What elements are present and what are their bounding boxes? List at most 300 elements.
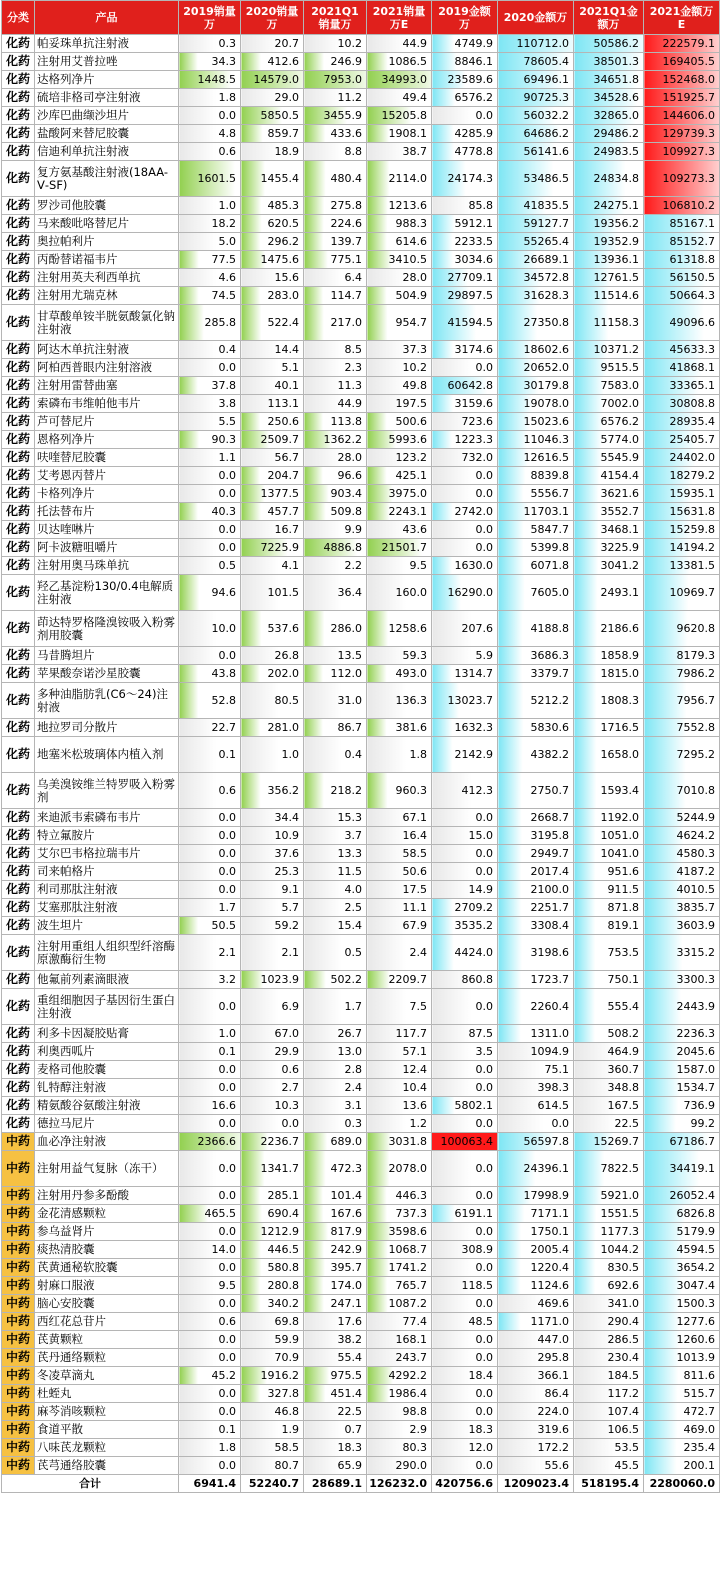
2021q1-amount-cell: 24834.8 [574,161,644,197]
2020-sales-cell: 10.9 [241,827,304,845]
2021q1-sales-cell: 13.3 [304,845,367,863]
product-cell: 芪丹通络颗粒 [35,1349,179,1367]
2019-amount-cell: 0.0 [432,539,498,557]
2021q1-sales-cell: 8.8 [304,143,367,161]
2020-amount-cell: 18602.6 [498,341,574,359]
table-row [2,1097,720,1115]
2021q1-sales-cell: 114.7 [304,287,367,305]
drug-data-table [1,0,720,1493]
table-row [2,143,720,161]
2021q1-amount-cell: 4154.4 [574,467,644,485]
2021q1-sales-cell: 9.9 [304,521,367,539]
2021q1-amount-cell: 1716.5 [574,719,644,737]
product-cell: 注射用艾普拉唑 [35,53,179,71]
2021q1-amount-cell: 1808.3 [574,683,644,719]
2019-sales-cell: 0.0 [179,485,241,503]
2021q1-sales-cell: 167.6 [304,1205,367,1223]
2020-amount-cell: 90725.3 [498,89,574,107]
2020-amount-cell: 20652.0 [498,359,574,377]
2021q1-amount-cell: 911.5 [574,881,644,899]
product-cell: 茚达特罗格隆溴铵吸入粉雾剂用胶囊 [35,611,179,647]
table-row [2,827,720,845]
2021e-amount-cell: 9620.8 [644,611,720,647]
2021e-amount-cell: 56150.5 [644,269,720,287]
2019-sales-cell: 0.6 [179,773,241,809]
2021e-sales-cell: 7.5 [367,989,432,1025]
2019-sales-cell: 1601.5 [179,161,241,197]
2021e-amount-cell: 3315.2 [644,935,720,971]
2021e-sales-cell: 10.2 [367,359,432,377]
2020-amount-cell: 56032.2 [498,107,574,125]
product-cell: 特立氟胺片 [35,827,179,845]
table-row [2,467,720,485]
2019-amount-cell: 0.0 [432,1403,498,1421]
2021q1-sales-cell: 3455.9 [304,107,367,125]
category-cell: 中药 [2,1313,35,1331]
2020-sales-cell: 59.9 [241,1331,304,1349]
product-cell: 艾塞那肽注射液 [35,899,179,917]
table-row [2,809,720,827]
table-row [2,359,720,377]
2021e-sales-cell: 80.3 [367,1439,432,1457]
product-cell: 沙库巴曲缬沙坦片 [35,107,179,125]
2019-sales-cell: 1.7 [179,899,241,917]
2020-amount-cell: 1094.9 [498,1043,574,1061]
2020-amount-cell: 7171.1 [498,1205,574,1223]
table-row [2,1403,720,1421]
2021e-amount-cell: 151925.7 [644,89,720,107]
2021e-amount-cell: 4594.5 [644,1241,720,1259]
2020-sales-cell: 340.2 [241,1295,304,1313]
category-cell: 化药 [2,899,35,917]
category-cell: 化药 [2,647,35,665]
2019-sales-cell: 0.0 [179,1457,241,1475]
2020-amount-cell: 11703.1 [498,503,574,521]
2019-sales-cell: 0.0 [179,1349,241,1367]
table-row [2,413,720,431]
2021q1-amount-cell: 1192.0 [574,809,644,827]
2020-amount-cell: 30179.8 [498,377,574,395]
2021q1-amount-cell: 53.5 [574,1439,644,1457]
category-cell: 化药 [2,503,35,521]
2019-amount-cell: 0.0 [432,989,498,1025]
category-cell: 中药 [2,1151,35,1187]
2019-sales-cell: 0.0 [179,827,241,845]
2019-amount-cell: 0.0 [432,1457,498,1475]
product-cell: 地拉罗司分散片 [35,719,179,737]
2021e-sales-cell: 1068.7 [367,1241,432,1259]
2021q1-sales-cell: 0.7 [304,1421,367,1439]
2021q1-amount-cell: 12761.5 [574,269,644,287]
2020-sales-cell: 485.3 [241,197,304,215]
2021e-sales-cell: 988.3 [367,215,432,233]
2019-amount-cell: 87.5 [432,1025,498,1043]
table-row [2,449,720,467]
table-row [2,35,720,53]
2021e-amount-cell: 25405.7 [644,431,720,449]
2021e-amount-cell: 152468.0 [644,71,720,89]
2020-sales-cell: 59.2 [241,917,304,935]
2020-sales-cell: 2236.7 [241,1133,304,1151]
2019-sales-cell: 0.0 [179,647,241,665]
2021e-amount-cell: 7986.2 [644,665,720,683]
2020-sales-cell: 14579.0 [241,71,304,89]
table-row [2,485,720,503]
2020-sales-cell: 6.9 [241,989,304,1025]
product-cell: 注射用雷替曲塞 [35,377,179,395]
2019-sales-cell: 0.0 [179,1295,241,1313]
2019-sales-cell: 0.1 [179,737,241,773]
2021e-amount-cell: 24402.0 [644,449,720,467]
2021e-amount-cell: 4580.3 [644,845,720,863]
2021e-amount-cell: 7552.8 [644,719,720,737]
2019-amount-cell: 3034.6 [432,251,498,269]
2019-amount-cell: 0.0 [432,467,498,485]
category-cell: 中药 [2,1457,35,1475]
2020-amount-cell: 5556.7 [498,485,574,503]
2021q1-sales-cell: 2.3 [304,359,367,377]
2021q1-sales-cell: 96.6 [304,467,367,485]
2021q1-amount-cell: 9515.5 [574,359,644,377]
table-row [2,575,720,611]
total-2019-sales-cell: 6941.4 [179,1475,241,1493]
2020-sales-cell: 14.4 [241,341,304,359]
2021q1-sales-cell: 15.4 [304,917,367,935]
2019-amount-cell: 0.0 [432,1295,498,1313]
2021q1-sales-cell: 0.5 [304,935,367,971]
2020-sales-cell: 412.6 [241,53,304,71]
product-cell: 硫培非格司亭注射液 [35,89,179,107]
2019-amount-cell: 18.3 [432,1421,498,1439]
2021q1-sales-cell: 31.0 [304,683,367,719]
2021e-amount-cell: 472.7 [644,1403,720,1421]
2020-amount-cell: 2005.4 [498,1241,574,1259]
2021q1-amount-cell: 29486.2 [574,125,644,143]
table-row [2,107,720,125]
2021e-amount-cell: 1500.3 [644,1295,720,1313]
table-row [2,863,720,881]
2021e-amount-cell: 15259.8 [644,521,720,539]
2019-sales-cell: 18.2 [179,215,241,233]
2019-amount-cell: 4749.9 [432,35,498,53]
product-cell: 芪黄通秘软胶囊 [35,1259,179,1277]
2021q1-amount-cell: 3041.2 [574,557,644,575]
header-row [2,1,720,35]
category-cell: 中药 [2,1367,35,1385]
2020-amount-cell: 56597.8 [498,1133,574,1151]
2020-amount-cell: 447.0 [498,1331,574,1349]
category-cell: 化药 [2,431,35,449]
2021e-amount-cell: 3835.7 [644,899,720,917]
2020-sales-cell: 1023.9 [241,971,304,989]
2021q1-sales-cell: 4886.8 [304,539,367,557]
2019-sales-cell: 0.0 [179,1079,241,1097]
2020-amount-cell: 5212.2 [498,683,574,719]
2021e-sales-cell: 500.6 [367,413,432,431]
2021e-amount-cell: 7295.2 [644,737,720,773]
2021e-sales-cell: 2.9 [367,1421,432,1439]
2021q1-amount-cell: 184.5 [574,1367,644,1385]
product-cell: 利奥西呱片 [35,1043,179,1061]
header-category: 分类 [2,1,35,35]
2021q1-amount-cell: 15269.7 [574,1133,644,1151]
2021q1-amount-cell: 22.5 [574,1115,644,1133]
2021q1-amount-cell: 34651.8 [574,71,644,89]
2020-amount-cell: 319.6 [498,1421,574,1439]
2021e-sales-cell: 9.5 [367,557,432,575]
category-cell: 化药 [2,467,35,485]
2021q1-sales-cell: 6.4 [304,269,367,287]
2021e-amount-cell: 85167.1 [644,215,720,233]
2021e-sales-cell: 960.3 [367,773,432,809]
2021q1-amount-cell: 951.6 [574,863,644,881]
2021q1-sales-cell: 112.0 [304,665,367,683]
2019-amount-cell: 207.6 [432,611,498,647]
2021e-amount-cell: 109927.3 [644,143,720,161]
table-row [2,1421,720,1439]
2021q1-sales-cell: 775.1 [304,251,367,269]
2020-sales-cell: 0.0 [241,1115,304,1133]
product-cell: 来迪派韦索磷布韦片 [35,809,179,827]
category-cell: 化药 [2,449,35,467]
2019-sales-cell: 94.6 [179,575,241,611]
2020-amount-cell: 4382.2 [498,737,574,773]
2020-sales-cell: 250.6 [241,413,304,431]
product-cell: 注射用益气复脉（冻干） [35,1151,179,1187]
2019-amount-cell: 0.0 [432,1151,498,1187]
2021e-sales-cell: 2243.1 [367,503,432,521]
2020-sales-cell: 446.5 [241,1241,304,1259]
2021q1-sales-cell: 817.9 [304,1223,367,1241]
2021q1-amount-cell: 819.1 [574,917,644,935]
2021q1-amount-cell: 45.5 [574,1457,644,1475]
product-cell: 精氨酸谷氨酸注射液 [35,1097,179,1115]
2019-sales-cell: 0.0 [179,467,241,485]
2019-amount-cell: 18.4 [432,1367,498,1385]
2019-amount-cell: 0.0 [432,1349,498,1367]
2021q1-amount-cell: 1815.0 [574,665,644,683]
category-cell: 化药 [2,1079,35,1097]
2019-sales-cell: 1.1 [179,449,241,467]
2021q1-amount-cell: 2186.6 [574,611,644,647]
2020-amount-cell: 8839.8 [498,467,574,485]
table-row [2,1295,720,1313]
table-row [2,1349,720,1367]
category-cell: 中药 [2,1187,35,1205]
2020-amount-cell: 2260.4 [498,989,574,1025]
2021q1-sales-cell: 451.4 [304,1385,367,1403]
table-row [2,125,720,143]
product-cell: 艾尔巴韦格拉瑞韦片 [35,845,179,863]
2020-amount-cell: 86.4 [498,1385,574,1403]
product-cell: 麻芩消咳颗粒 [35,1403,179,1421]
2021e-amount-cell: 2236.3 [644,1025,720,1043]
2020-amount-cell: 17998.9 [498,1187,574,1205]
2020-sales-cell: 1212.9 [241,1223,304,1241]
2021q1-sales-cell: 395.7 [304,1259,367,1277]
table-row [2,1259,720,1277]
2019-sales-cell: 4.6 [179,269,241,287]
2020-sales-cell: 15.6 [241,269,304,287]
product-cell: 马来酸吡咯替尼片 [35,215,179,233]
2019-amount-cell: 24174.3 [432,161,498,197]
2021q1-amount-cell: 1858.9 [574,647,644,665]
2021q1-sales-cell: 275.8 [304,197,367,215]
2020-amount-cell: 5847.7 [498,521,574,539]
2019-sales-cell: 0.0 [179,1385,241,1403]
2021q1-amount-cell: 230.4 [574,1349,644,1367]
2021q1-amount-cell: 3621.6 [574,485,644,503]
table-row [2,1241,720,1259]
2019-sales-cell: 34.3 [179,53,241,71]
2019-sales-cell: 50.5 [179,917,241,935]
2021e-amount-cell: 200.1 [644,1457,720,1475]
2019-sales-cell: 0.0 [179,107,241,125]
2021q1-sales-cell: 36.4 [304,575,367,611]
2021q1-sales-cell: 55.4 [304,1349,367,1367]
2019-sales-cell: 0.0 [179,1187,241,1205]
2021e-sales-cell: 3410.5 [367,251,432,269]
2019-sales-cell: 0.0 [179,1403,241,1421]
table-row [2,395,720,413]
category-cell: 中药 [2,1259,35,1277]
2020-amount-cell: 5830.6 [498,719,574,737]
2021e-sales-cell: 77.4 [367,1313,432,1331]
2019-sales-cell: 0.1 [179,1421,241,1439]
2021e-amount-cell: 99.2 [644,1115,720,1133]
table-row [2,1025,720,1043]
2019-sales-cell: 1.8 [179,89,241,107]
2020-amount-cell: 53486.5 [498,161,574,197]
product-cell: 信迪利单抗注射液 [35,143,179,161]
2021e-sales-cell: 50.6 [367,863,432,881]
2021q1-amount-cell: 2493.1 [574,575,644,611]
2019-amount-cell: 0.0 [432,1331,498,1349]
category-cell: 中药 [2,1403,35,1421]
2019-amount-cell: 29897.5 [432,287,498,305]
2021e-sales-cell: 425.1 [367,467,432,485]
2021q1-sales-cell: 65.9 [304,1457,367,1475]
2019-amount-cell: 3159.6 [432,395,498,413]
2021q1-amount-cell: 117.2 [574,1385,644,1403]
2020-sales-cell: 80.5 [241,683,304,719]
category-cell: 化药 [2,35,35,53]
product-cell: 射麻口服液 [35,1277,179,1295]
2021q1-sales-cell: 13.5 [304,647,367,665]
2020-sales-cell: 537.6 [241,611,304,647]
2019-sales-cell: 2.1 [179,935,241,971]
product-cell: 托法替布片 [35,503,179,521]
2021e-amount-cell: 5244.9 [644,809,720,827]
2021q1-amount-cell: 50586.2 [574,35,644,53]
2020-sales-cell: 1475.6 [241,251,304,269]
2019-sales-cell: 0.0 [179,881,241,899]
table-row [2,89,720,107]
2019-sales-cell: 77.5 [179,251,241,269]
2021e-amount-cell: 109273.3 [644,161,720,197]
header-2019-sales-volume: 2019销量万 [179,1,241,35]
2021e-amount-cell: 2443.9 [644,989,720,1025]
table-row [2,251,720,269]
table-row [2,71,720,89]
2021q1-amount-cell: 830.5 [574,1259,644,1277]
2021e-sales-cell: 21501.7 [367,539,432,557]
2020-amount-cell: 56141.6 [498,143,574,161]
total-2021q1-sales-cell: 28689.1 [304,1475,367,1493]
2021q1-sales-cell: 38.2 [304,1331,367,1349]
2021e-amount-cell: 235.4 [644,1439,720,1457]
2019-amount-cell: 5912.1 [432,215,498,233]
2021q1-sales-cell: 286.0 [304,611,367,647]
product-cell: 注射用丹参多酚酸 [35,1187,179,1205]
2021q1-amount-cell: 348.8 [574,1079,644,1097]
2020-amount-cell: 3686.3 [498,647,574,665]
category-cell: 中药 [2,1349,35,1367]
header-2020-amount: 2020金额万 [498,1,574,35]
category-cell: 中药 [2,1385,35,1403]
2019-sales-cell: 1448.5 [179,71,241,89]
category-cell: 化药 [2,359,35,377]
2021e-amount-cell: 469.0 [644,1421,720,1439]
2020-sales-cell: 58.5 [241,1439,304,1457]
2020-sales-cell: 580.8 [241,1259,304,1277]
2021q1-sales-cell: 17.6 [304,1313,367,1331]
2021e-sales-cell: 243.7 [367,1349,432,1367]
2021q1-amount-cell: 6576.2 [574,413,644,431]
2021q1-amount-cell: 286.5 [574,1331,644,1349]
2019-sales-cell: 3.8 [179,395,241,413]
2020-sales-cell: 113.1 [241,395,304,413]
2020-sales-cell: 2509.7 [241,431,304,449]
2019-sales-cell: 0.0 [179,845,241,863]
2021q1-sales-cell: 242.9 [304,1241,367,1259]
2021e-amount-cell: 106810.2 [644,197,720,215]
2021e-amount-cell: 1013.9 [644,1349,720,1367]
table-row [2,899,720,917]
2021e-amount-cell: 49096.6 [644,305,720,341]
2019-amount-cell: 860.8 [432,971,498,989]
2020-amount-cell: 41835.5 [498,197,574,215]
total-row [2,1475,720,1493]
2019-amount-cell: 4778.8 [432,143,498,161]
category-cell: 化药 [2,485,35,503]
2019-amount-cell: 412.3 [432,773,498,809]
2021e-sales-cell: 197.5 [367,395,432,413]
2019-amount-cell: 6576.2 [432,89,498,107]
table-row [2,1385,720,1403]
table-row [2,719,720,737]
2021q1-amount-cell: 13936.1 [574,251,644,269]
product-cell: 艾考恩丙替片 [35,467,179,485]
2020-sales-cell: 20.7 [241,35,304,53]
category-cell: 化药 [2,845,35,863]
category-cell: 化药 [2,989,35,1025]
product-cell: 痰热清胶囊 [35,1241,179,1259]
category-cell: 中药 [2,1223,35,1241]
table-row [2,1043,720,1061]
2021q1-sales-cell: 28.0 [304,449,367,467]
2021q1-amount-cell: 10371.2 [574,341,644,359]
2020-sales-cell: 859.7 [241,125,304,143]
2021e-amount-cell: 33365.1 [644,377,720,395]
2021e-sales-cell: 493.0 [367,665,432,683]
2021e-sales-cell: 13.6 [367,1097,432,1115]
category-cell: 化药 [2,683,35,719]
2021e-sales-cell: 11.1 [367,899,432,917]
2019-amount-cell: 4285.9 [432,125,498,143]
table-row [2,1079,720,1097]
2021e-sales-cell: 1258.6 [367,611,432,647]
